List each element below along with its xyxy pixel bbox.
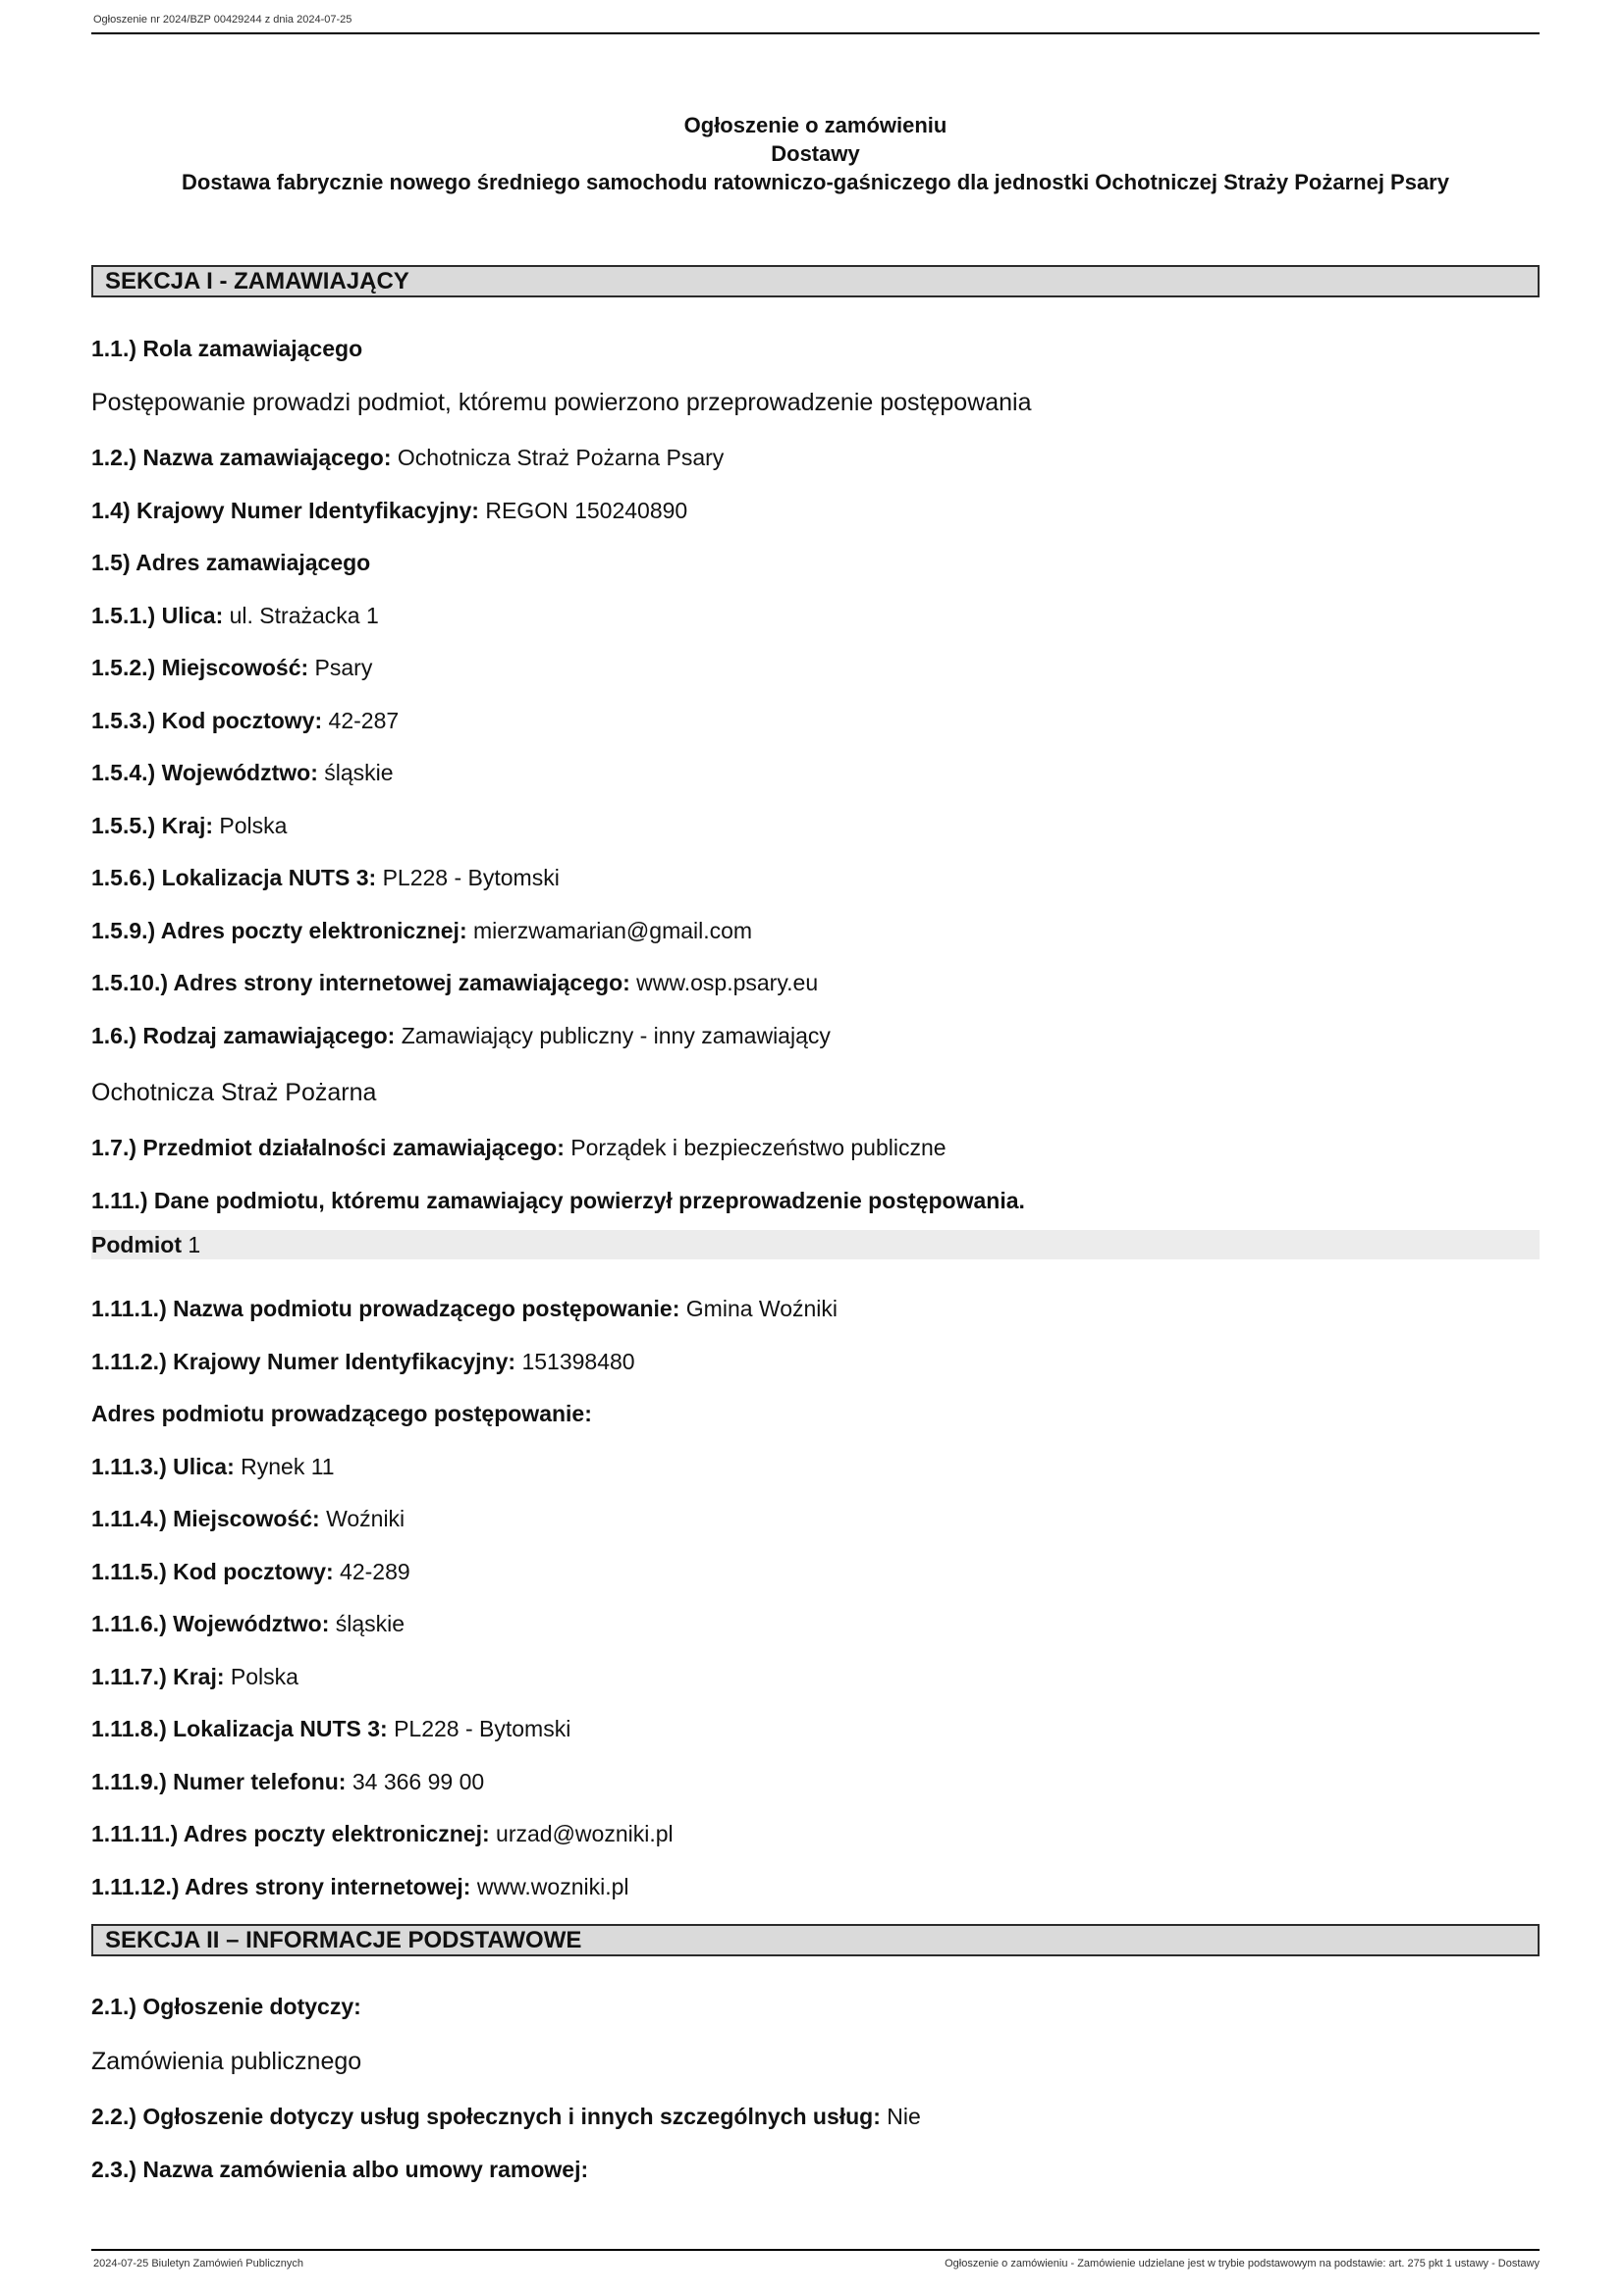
field-label: 1.11.8.) Lokalizacja NUTS 3: (91, 1716, 388, 1741)
field-value: REGON 150240890 (485, 498, 688, 523)
field-label: 1.11.9.) Numer telefonu: (91, 1769, 347, 1794)
field-label: 1.5.10.) Adres strony internetowej zamawiającego: (91, 970, 630, 995)
field-value: Nie (887, 2104, 921, 2129)
role-value: Postępowanie prowadzi podmiot, któremu powierzono przeprowadzenie postępowania (91, 389, 1032, 416)
field-entity-nip (91, 1348, 1540, 1375)
field-label: 1.11.2.) Krajowy Numer Identyfikacyjny: (91, 1349, 516, 1374)
field-contracting-type (91, 1022, 1540, 1049)
notice-title-block (91, 111, 1540, 196)
field-website (91, 969, 1540, 996)
field-value: urzad@wozniki.pl (496, 1821, 674, 1846)
field-value: mierzwamarian@gmail.com (473, 918, 753, 943)
field-nuts (91, 864, 1540, 891)
field-value: 42-289 (340, 1559, 410, 1584)
field-value: Zamawiający publiczny - inny zamawiający (401, 1023, 831, 1048)
field-entity-name (91, 1295, 1540, 1322)
contracting-type-extra: Ochotnicza Straż Pożarna (91, 1079, 377, 1106)
field-label: 1.5.4.) Województwo: (91, 760, 318, 785)
field-entity-email (91, 1820, 1540, 1847)
field-value: śląskie (324, 760, 394, 785)
field-value: 42-287 (328, 708, 400, 733)
field-value: 151398480 (521, 1349, 635, 1374)
address-heading: 1.5) Adres zamawiającego (91, 550, 371, 575)
field-label: 1.5.3.) Kod pocztowy: (91, 708, 323, 733)
section-2-heading: SEKCJA II – INFORMACJE PODSTAWOWE (91, 1924, 1540, 1956)
field-value: Polska (219, 813, 288, 838)
field-email (91, 917, 1540, 944)
field-activity (91, 1134, 1540, 1161)
contract-name-label: 2.3.) Nazwa zamówienia albo umowy ramowej: (91, 2157, 589, 2182)
field-name (91, 444, 1540, 471)
field-value: Psary (314, 655, 373, 680)
notice-title: Ogłoszenie o zamówieniu (683, 113, 947, 137)
notice-reference: Ogłoszenie nr 2024/BZP 00429244 z dnia 2024-07-25 (93, 14, 352, 26)
field-label: 1.5.9.) Adres poczty elektronicznej: (91, 918, 467, 943)
field-entity-city (91, 1505, 1540, 1532)
field-entity-website (91, 1873, 1540, 1900)
field-street (91, 602, 1540, 629)
field-label: 1.4) Krajowy Numer Identyfikacyjny: (91, 498, 479, 523)
field-entity-street (91, 1453, 1540, 1480)
footer-rule (91, 2249, 1540, 2251)
subject-number: 1 (188, 1232, 201, 1257)
field-label: 1.7.) Przedmiot działalności zamawiającego: (91, 1135, 565, 1160)
subject-label: Podmiot (91, 1232, 182, 1257)
field-social-services (91, 2103, 1540, 2130)
field-postal (91, 707, 1540, 734)
field-label: 1.11.4.) Miejscowość: (91, 1506, 320, 1531)
field-entity-phone (91, 1768, 1540, 1795)
field-value: Ochotnicza Straż Pożarna Psary (397, 445, 725, 470)
field-value: Woźniki (326, 1506, 406, 1531)
field-value: ul. Strażacka 1 (229, 603, 379, 628)
section-1-heading: SEKCJA I - ZAMAWIAJĄCY (91, 265, 1540, 297)
field-value: śląskie (335, 1611, 406, 1636)
footer-date-source: 2024-07-25 Biuletyn Zamówień Publicznych (93, 2258, 304, 2269)
field-label: 1.5.5.) Kraj: (91, 813, 213, 838)
field-label: 1.5.6.) Lokalizacja NUTS 3: (91, 865, 377, 890)
field-country (91, 812, 1540, 839)
notice-concerns-value: Zamówienia publicznego (91, 2048, 362, 2075)
field-value: www.wozniki.pl (476, 1874, 629, 1899)
field-label: 1.6.) Rodzaj zamawiającego: (91, 1023, 396, 1048)
field-entity-postal (91, 1558, 1540, 1585)
field-label: 2.2.) Ogłoszenie dotyczy usług społecznych i innych szczególnych usług: (91, 2104, 881, 2129)
notice-type: Dostawy (771, 141, 860, 166)
entity-heading: 1.11.) Dane podmiotu, któremu zamawiający powierzył przeprowadzenie postępowania. (91, 1188, 1025, 1213)
field-label: 1.11.1.) Nazwa podmiotu prowadzącego postępowanie: (91, 1296, 680, 1321)
field-value: www.osp.psary.eu (636, 970, 819, 995)
field-value: PL228 - Bytomski (382, 865, 560, 890)
header-rule (91, 32, 1540, 34)
field-label: 1.11.11.) Adres poczty elektronicznej: (91, 1821, 490, 1846)
field-city (91, 654, 1540, 681)
footer-procedure: Ogłoszenie o zamówieniu - Zamówienie udzielane jest w trybie podstawowym na podstawie: art. 275 pkt 1 ustawy - Dostawy (945, 2258, 1540, 2269)
field-label: 1.11.12.) Adres strony internetowej: (91, 1874, 471, 1899)
field-nip (91, 497, 1540, 524)
field-entity-nuts (91, 1715, 1540, 1742)
field-label: 1.2.) Nazwa zamawiającego: (91, 445, 392, 470)
notice-concerns-label: 2.1.) Ogłoszenie dotyczy: (91, 1994, 361, 2019)
field-entity-country (91, 1663, 1540, 1690)
field-label: 1.5.1.) Ulica: (91, 603, 224, 628)
field-value: Rynek 11 (241, 1454, 335, 1479)
field-label: 1.11.6.) Województwo: (91, 1611, 330, 1636)
role-label: 1.1.) Rola zamawiającego (91, 336, 363, 361)
field-label: 1.11.5.) Kod pocztowy: (91, 1559, 334, 1584)
field-value: PL228 - Bytomski (394, 1716, 571, 1741)
field-value: Gmina Woźniki (685, 1296, 839, 1321)
field-label: 1.11.3.) Ulica: (91, 1454, 235, 1479)
field-entity-voivodeship (91, 1610, 1540, 1637)
field-label: 1.11.7.) Kraj: (91, 1664, 225, 1689)
field-label: 1.5.2.) Miejscowość: (91, 655, 309, 680)
contract-title: Dostawa fabrycznie nowego średniego samochodu ratowniczo-gaśniczego dla jednostki Ochotniczej Straży Pożarnej Psary (182, 170, 1449, 194)
field-voivodeship (91, 759, 1540, 786)
field-value: Polska (230, 1664, 298, 1689)
entity-address-heading: Adres podmiotu prowadzącego postępowanie: (91, 1401, 592, 1426)
subject-bar (91, 1230, 1540, 1259)
field-value: Porządek i bezpieczeństwo publiczne (570, 1135, 947, 1160)
field-value: 34 366 99 00 (352, 1769, 485, 1794)
